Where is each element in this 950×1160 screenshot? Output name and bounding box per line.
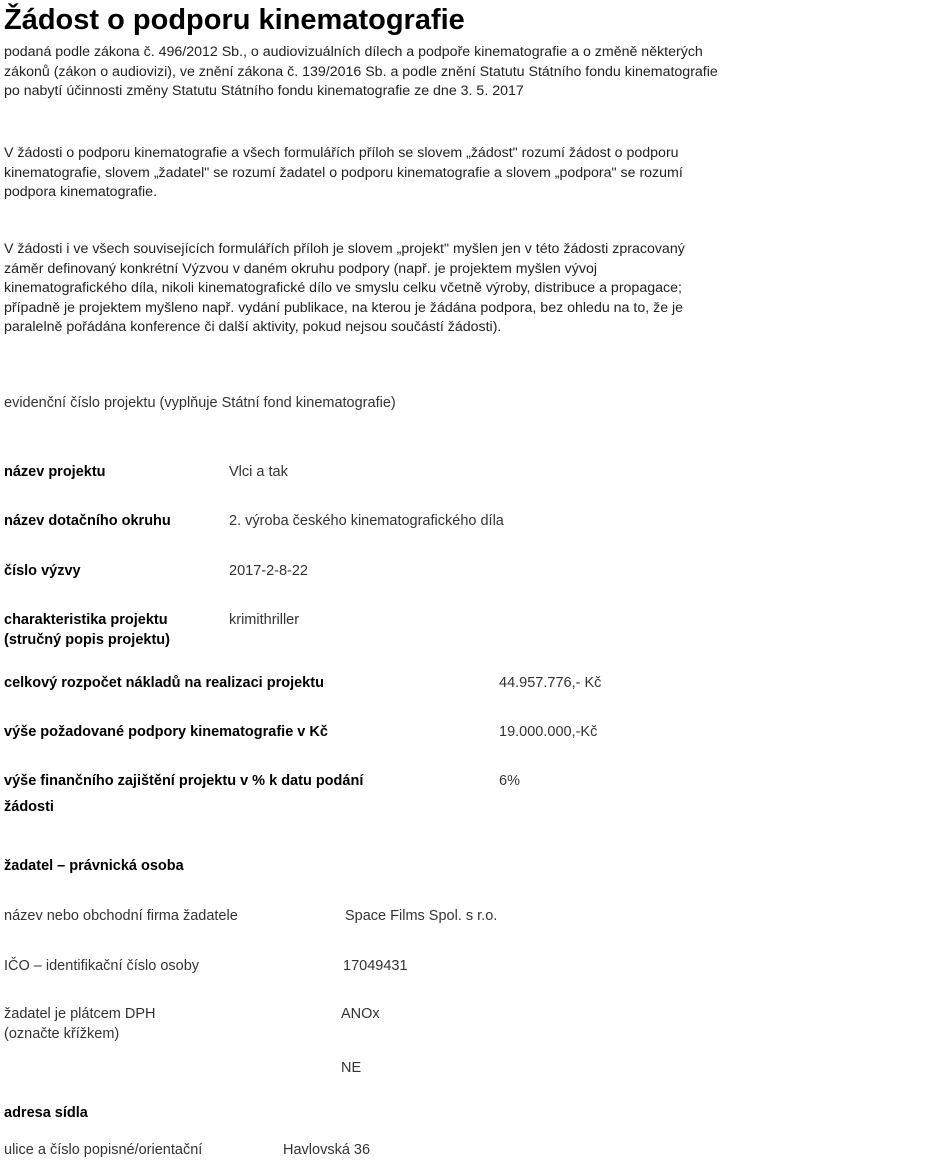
- project-description-value: krimithriller: [229, 612, 300, 628]
- page-title: Žádost o podporu kinematografie: [4, 4, 465, 36]
- ico-label: IČO – identifikační číslo osoby: [4, 958, 200, 974]
- requested-support-value: 19.000.000,-Kč: [499, 724, 598, 740]
- intro-paragraph: [4, 43, 948, 102]
- project-definition-line: kinematografického díla, nikoli kinematografické dílo ve smyslu celku včetně výroby, distribuce a propagace;: [4, 280, 682, 296]
- project-name-value: Vlci a tak: [229, 464, 288, 480]
- project-definition-paragraph: [4, 240, 948, 338]
- project-definition-line: záměr definovaný konkrétní Výzvou v daném okruhu podpory (např. je projektem myšlen vývoj: [4, 260, 598, 277]
- firm-name-label: název nebo obchodní firma žadatele: [4, 908, 238, 924]
- program-label: název dotačního okruhu: [4, 513, 171, 529]
- intro-line: po nabytí účinnosti změny Statutu Státního fondu kinematografie ze dne 3. 5. 2017: [4, 83, 524, 99]
- street-label: ulice a číslo popisné/orientační: [4, 1142, 203, 1158]
- program-value: 2. výroba českého kinematografického díla: [229, 513, 504, 529]
- call-number-label: číslo výzvy: [4, 563, 81, 579]
- project-definition-line: případně je projektem myšleno např. vydání publikace, na kterou je žádána podpora, bez ohledu na to, že je: [4, 299, 684, 316]
- requested-support-label: výše požadované podpory kinematografie v Kč: [4, 724, 328, 740]
- applicant-section-label: žadatel – právnická osoba: [4, 858, 184, 874]
- vat-no-option: NE: [341, 1060, 362, 1076]
- evidence-number-label: evidenční číslo projektu (vyplňuje Státní fond kinematografie): [4, 395, 396, 411]
- definitions-line: kinematografie, slovem „žadatel" se rozumí žadatel o podporu kinematografie a slovem „podpora" se rozumí: [4, 164, 683, 181]
- firm-name-value: Space Films Spol. s r.o.: [345, 908, 498, 924]
- project-name-label: název projektu: [4, 464, 106, 480]
- financing-label-continued: žádosti: [4, 799, 54, 815]
- financing-label: výše finančního zajištění projektu v % k datu podání: [4, 773, 364, 789]
- definitions-line: V žádosti o podporu kinematografie a všech formulářích příloh se slovem „žádost" rozumí žádost o podporu: [4, 145, 679, 161]
- street-value: Havlovská 36: [283, 1142, 371, 1158]
- call-number-value: 2017-2-8-22: [229, 563, 308, 579]
- vat-yes-option: ANOx: [341, 1006, 380, 1022]
- vat-payer-hint: (označte křížkem): [4, 1026, 120, 1042]
- address-label: adresa sídla: [4, 1105, 88, 1121]
- project-definition-line: V žádosti i ve všech souvisejících formulářích příloh je slovem „projekt" myšlen jen v této žádosti zpracovaný: [4, 241, 685, 257]
- definitions-line: podpora kinematografie.: [4, 184, 158, 200]
- vat-payer-label: žadatel je plátcem DPH: [4, 1006, 156, 1022]
- project-definition-line: paralelně pořádána konference či další aktivity, pokud nejsou součástí žádosti).: [4, 319, 502, 335]
- total-budget-label: celkový rozpočet nákladů na realizaci projektu: [4, 675, 324, 691]
- ico-value: 17049431: [343, 958, 408, 974]
- financing-value: 6%: [499, 773, 520, 789]
- project-description-sublabel: (stručný popis projektu): [4, 632, 170, 648]
- project-description-label: charakteristika projektu: [4, 612, 168, 628]
- intro-line: podaná podle zákona č. 496/2012 Sb., o audiovizuálních dílech a podpoře kinematografie a o změně některých: [4, 44, 703, 60]
- intro-line: zákonů (zákon o audiovizi), ve znění zákona č. 139/2016 Sb. a podle znění Statutu Státního fondu kinematografie: [4, 63, 718, 80]
- total-budget-value: 44.957.776,- Kč: [499, 675, 602, 691]
- definitions-paragraph: [4, 144, 948, 203]
